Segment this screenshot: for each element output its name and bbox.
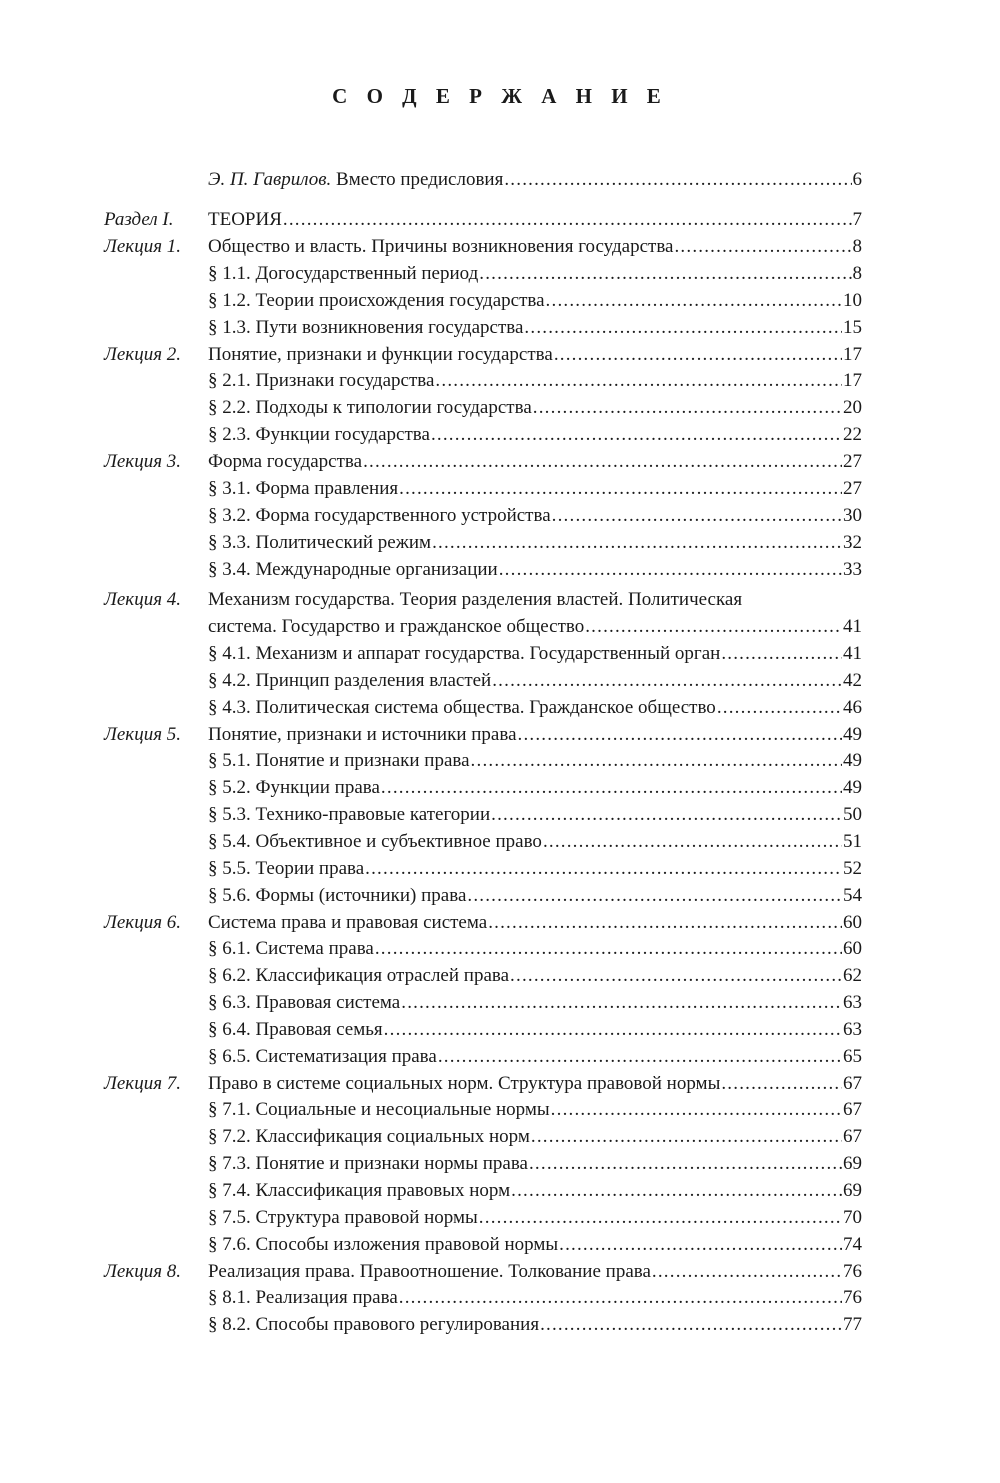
page-number: 50 <box>843 804 862 826</box>
toc-entry[interactable] <box>104 856 862 882</box>
toc-entry-text: Общество и власть. Причины возникновения государства <box>208 235 674 257</box>
toc-entry-text: Право в системе социальных норм. Структура правовой нормы <box>208 1072 721 1094</box>
toc-entry-line <box>208 476 862 502</box>
entry-label: Лекция 1. <box>104 235 182 257</box>
dot-leader <box>717 695 842 721</box>
toc-entry-line <box>208 802 862 828</box>
toc-entry-line <box>208 315 862 341</box>
toc-entry[interactable] <box>104 422 862 448</box>
dot-leader <box>438 1044 842 1070</box>
toc-entry[interactable] <box>104 1232 862 1258</box>
dot-leader <box>399 476 842 502</box>
toc-entry[interactable] <box>104 1124 862 1150</box>
toc-entry-text: § 3.2. Форма государственного устройства <box>208 504 551 526</box>
page-number: 42 <box>843 669 862 691</box>
toc-entry[interactable] <box>104 1017 862 1043</box>
dot-leader <box>721 1071 842 1097</box>
page-number: 20 <box>843 397 862 419</box>
toc-entry[interactable] <box>104 1205 862 1231</box>
page-number: 67 <box>843 1126 862 1148</box>
toc-entry-line <box>208 557 862 583</box>
toc-entry-lecture-4[interactable] <box>104 587 862 613</box>
toc-entry[interactable] <box>104 234 862 260</box>
toc-entry-line <box>208 288 862 314</box>
toc-entry[interactable] <box>104 1312 862 1338</box>
toc-entry-line <box>208 1044 862 1070</box>
toc-entry-text: § 4.3. Политическая система общества. Гражданское общество <box>208 696 716 718</box>
toc-entry[interactable] <box>104 910 862 936</box>
page-number: 32 <box>843 531 862 553</box>
dot-leader <box>491 802 842 828</box>
toc-entry[interactable] <box>104 1178 862 1204</box>
toc-entry-line <box>208 1151 862 1177</box>
page-number: 8 <box>852 235 862 257</box>
toc-entry[interactable] <box>104 990 862 1016</box>
toc-entry-text <box>208 167 503 193</box>
toc-entry-text: § 1.2. Теории происхождения государства <box>208 289 545 311</box>
toc-entry[interactable] <box>104 936 862 962</box>
toc-entry[interactable] <box>104 315 862 341</box>
toc-entry-line <box>208 1285 862 1311</box>
entry-label: Лекция 7. <box>104 1072 182 1094</box>
page-number: 46 <box>843 696 862 718</box>
dot-leader <box>552 503 842 529</box>
toc-entry[interactable] <box>104 1071 862 1097</box>
page-number: 60 <box>843 938 862 960</box>
page-number: 74 <box>843 1233 862 1255</box>
preface-author: Э. П. Гаврилов. <box>208 169 332 190</box>
toc-entry-line <box>208 829 862 855</box>
toc-entry[interactable] <box>104 641 862 667</box>
toc-entry[interactable] <box>104 207 862 233</box>
page-number: 77 <box>843 1314 862 1336</box>
toc-entry-line <box>208 1312 862 1338</box>
dot-leader <box>543 829 842 855</box>
toc-entry-text: § 5.5. Теории права <box>208 857 365 879</box>
dot-leader <box>384 1017 842 1043</box>
toc-entry-text: § 4.2. Принцип разделения властей <box>208 669 492 691</box>
entry-label: Лекция 6. <box>104 911 182 933</box>
page-number: 17 <box>843 370 862 392</box>
toc-entry-text: § 5.4. Объективное и субъективное право <box>208 830 542 852</box>
dot-leader <box>585 614 842 640</box>
toc-entry-text: § 7.1. Социальные и несоциальные нормы <box>208 1099 550 1121</box>
dot-leader <box>721 641 842 667</box>
toc-entry-text: § 5.1. Понятие и признаки права <box>208 750 470 772</box>
page-number: 69 <box>843 1180 862 1201</box>
toc-entry-line <box>208 234 862 260</box>
dot-leader <box>401 990 842 1016</box>
page-number: 10 <box>843 289 862 311</box>
dot-leader <box>435 368 842 394</box>
dot-leader <box>554 342 842 368</box>
toc-entry-line <box>208 936 862 962</box>
toc-entry-line <box>208 883 862 909</box>
page-number: 41 <box>843 616 862 637</box>
toc-entry-text: § 5.3. Технико-правовые категории <box>208 804 491 826</box>
toc-entry-text: § 2.1. Признаки государства <box>208 370 435 392</box>
toc-entry-text: § 2.3. Функции государства <box>208 424 430 446</box>
page-number: 8 <box>852 262 862 284</box>
toc-entry-line <box>208 395 862 421</box>
dot-leader <box>540 1312 842 1338</box>
page-number: 63 <box>843 1018 862 1040</box>
page-number: 51 <box>843 830 862 852</box>
page-number: 70 <box>843 1206 862 1228</box>
entry-label: Лекция 4. <box>104 589 182 610</box>
toc-entry-text: § 7.3. Понятие и признаки нормы права <box>208 1153 528 1175</box>
toc-entry-line <box>208 990 862 1016</box>
dot-leader <box>283 207 852 233</box>
toc-entry[interactable] <box>104 530 862 556</box>
toc-entry[interactable] <box>104 1285 862 1311</box>
toc-entry-line <box>208 748 862 774</box>
toc-entry-text: ТЕОРИЯ <box>208 209 282 230</box>
toc-entry-line <box>208 368 862 394</box>
toc-entry-text: § 3.3. Политический режим <box>208 531 432 553</box>
toc-entry-line <box>208 1178 862 1204</box>
page-number: 65 <box>843 1045 862 1067</box>
toc-entry-preface[interactable] <box>104 167 862 193</box>
dot-leader <box>674 234 851 260</box>
toc-entry-line <box>208 530 862 556</box>
toc-entry-line <box>208 641 862 667</box>
toc-entry[interactable] <box>104 395 862 421</box>
toc-entry-text: § 2.2. Подходы к типологии государства <box>208 397 532 419</box>
page-number: 30 <box>843 504 862 526</box>
page-number: 60 <box>843 911 862 933</box>
toc-entry-line <box>208 207 862 233</box>
toc-entry <box>208 614 862 640</box>
toc-entry-text: система. Государство и гражданское общество <box>208 616 585 637</box>
dot-leader <box>492 668 842 694</box>
page-title: С О Д Е Р Ж А Н И Е <box>332 84 668 108</box>
toc-entry-line <box>208 1205 862 1231</box>
toc-entry-text: § 8.1. Реализация права <box>208 1287 398 1309</box>
toc-entry[interactable] <box>104 449 862 475</box>
toc-entry[interactable] <box>104 722 862 748</box>
page-number: 6 <box>852 169 862 190</box>
toc-entry[interactable] <box>104 557 862 583</box>
dot-leader <box>375 936 842 962</box>
page-number: 15 <box>843 316 862 338</box>
toc-entry-text: § 7.2. Классификация социальных норм <box>208 1126 530 1148</box>
toc-entry-lecture-4-cont[interactable] <box>104 614 862 640</box>
toc-entry[interactable] <box>104 829 862 855</box>
page-number: 41 <box>843 643 862 664</box>
dot-leader <box>551 1097 842 1123</box>
toc-entry-text: § 1.3. Пути возникновения государства <box>208 316 524 338</box>
toc-entry-line <box>208 910 862 936</box>
toc-entry-text: § 7.4. Классификация правовых норм <box>208 1180 511 1201</box>
toc-entry[interactable] <box>104 342 862 368</box>
toc-entry[interactable] <box>104 1044 862 1070</box>
toc-entry[interactable] <box>104 1259 862 1285</box>
preface-title: Вместо предисловия <box>336 169 504 190</box>
toc-entry[interactable] <box>104 963 862 989</box>
entry-label: Лекция 8. <box>104 1260 182 1282</box>
dot-leader <box>363 449 842 475</box>
toc-entry-text: § 6.2. Классификация отраслей права <box>208 965 510 987</box>
toc-entry-text: § 6.4. Правовая семья <box>208 1018 383 1040</box>
toc-entry[interactable] <box>104 802 862 828</box>
toc-entry-line <box>208 422 862 448</box>
page-number: 52 <box>843 857 862 879</box>
toc-entry-line <box>208 695 862 721</box>
page-number: 76 <box>843 1287 862 1309</box>
page-number: 69 <box>843 1153 862 1175</box>
page-number: 63 <box>843 992 862 1014</box>
page-number: 49 <box>843 777 862 799</box>
toc-entry-text: § 4.1. Механизм и аппарат государства. Государственный орган <box>208 643 721 664</box>
dot-leader <box>467 883 842 909</box>
dot-leader <box>431 422 842 448</box>
toc-entry-text: § 7.6. Способы изложения правовой нормы <box>208 1233 559 1255</box>
page-number: 62 <box>843 965 862 987</box>
toc-entry[interactable] <box>104 288 862 314</box>
dot-leader <box>652 1259 842 1285</box>
toc-entry-text: Форма государства <box>208 451 363 473</box>
toc-entry-text: Понятие, признаки и функции государства <box>208 343 553 365</box>
entry-label: Лекция 5. <box>104 723 182 745</box>
dot-leader <box>365 856 842 882</box>
toc-entry[interactable] <box>104 748 862 774</box>
dot-leader <box>479 261 851 287</box>
dot-leader <box>546 288 842 314</box>
entry-label: Лекция 3. <box>104 451 182 473</box>
page-number: 27 <box>843 451 862 473</box>
toc-entry-text: Система права и правовая система <box>208 911 488 933</box>
dot-leader <box>524 315 842 341</box>
dot-leader <box>471 748 842 774</box>
toc-entry <box>208 167 862 193</box>
toc-entry-text: § 1.1. Догосударственный период <box>208 262 479 284</box>
dot-leader <box>504 167 851 193</box>
toc-entry[interactable] <box>104 1151 862 1177</box>
page-number: 67 <box>843 1099 862 1121</box>
dot-leader <box>559 1232 842 1258</box>
dot-leader <box>381 775 842 801</box>
page-number: 76 <box>843 1260 862 1282</box>
toc-entry-line <box>208 1232 862 1258</box>
toc-entry-line <box>208 722 862 748</box>
page-number: 49 <box>843 723 862 745</box>
entry-label: Раздел I. <box>104 209 174 230</box>
page-number: 33 <box>843 558 862 580</box>
toc-entry-text: § 7.5. Структура правовой нормы <box>208 1206 478 1228</box>
toc-entry-text: § 5.6. Формы (источники) права <box>208 884 467 906</box>
toc-entry-line <box>208 503 862 529</box>
dot-leader <box>533 395 842 421</box>
toc-entry-text: Механизм государства. Теория разделения властей. Политическая <box>208 589 743 610</box>
page-number: 17 <box>843 343 862 365</box>
toc-entry-text: § 6.3. Правовая система <box>208 992 401 1014</box>
page-number: 67 <box>843 1072 862 1094</box>
toc-entry-text: § 6.1. Система права <box>208 938 374 960</box>
toc-entry-line <box>208 775 862 801</box>
entry-label: Лекция 2. <box>104 343 182 365</box>
dot-leader <box>432 530 842 556</box>
toc-entry-line <box>208 449 862 475</box>
dot-leader <box>511 1178 842 1204</box>
toc-entry-line <box>208 261 862 287</box>
toc-entry[interactable] <box>104 668 862 694</box>
dot-leader <box>531 1124 842 1150</box>
dot-leader <box>399 1285 842 1311</box>
dot-leader <box>529 1151 842 1177</box>
dot-leader <box>499 557 842 583</box>
toc-entry[interactable] <box>104 775 862 801</box>
page-number: 7 <box>852 209 862 230</box>
toc-entry-text: § 3.1. Форма правления <box>208 478 399 499</box>
toc-entry-line <box>208 1097 862 1123</box>
toc-entry <box>208 587 862 613</box>
toc-entry[interactable] <box>104 476 862 502</box>
toc-entry-line <box>208 1071 862 1097</box>
toc-entry-text: § 5.2. Функции права <box>208 777 380 799</box>
toc-entry[interactable] <box>104 883 862 909</box>
toc-entry[interactable] <box>104 503 862 529</box>
toc-entry-line <box>208 856 862 882</box>
dot-leader <box>518 722 843 748</box>
toc-entry-text: § 6.5. Систематизация права <box>208 1045 437 1067</box>
page-number: 54 <box>843 884 862 906</box>
toc-entry-line <box>208 963 862 989</box>
toc-entry-line <box>208 668 862 694</box>
toc-entry-line <box>208 1017 862 1043</box>
toc-entry[interactable] <box>104 695 862 721</box>
toc-entry-text: § 8.2. Способы правового регулирования <box>208 1314 540 1336</box>
page-number: 49 <box>843 750 862 772</box>
page-number: 22 <box>843 424 862 446</box>
toc-entry[interactable] <box>104 368 862 394</box>
dot-leader <box>488 910 842 936</box>
toc-entry-text: Реализация права. Правоотношение. Толкование права <box>208 1260 651 1282</box>
page-number: 27 <box>843 478 862 499</box>
dot-leader <box>510 963 842 989</box>
toc-entry[interactable] <box>104 261 862 287</box>
toc-entry-text: Понятие, признаки и источники права <box>208 723 517 745</box>
toc-entry-line <box>208 342 862 368</box>
toc-entry-line <box>208 1259 862 1285</box>
toc-entry[interactable] <box>104 1097 862 1123</box>
dot-leader <box>479 1205 842 1231</box>
toc-entry-text: § 3.4. Международные организации <box>208 558 498 580</box>
toc-entry-line <box>208 1124 862 1150</box>
